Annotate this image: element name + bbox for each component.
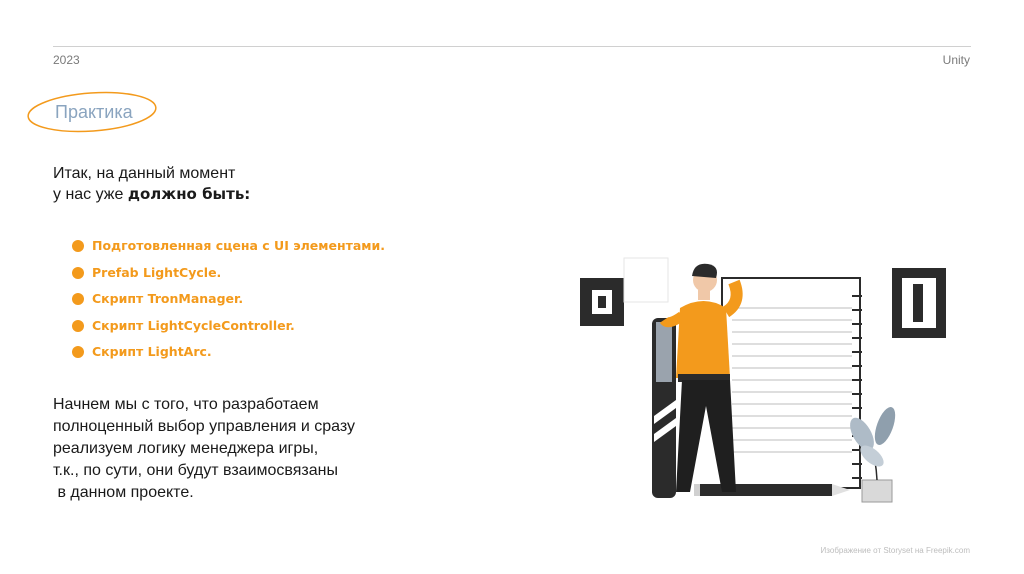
intro-line-2-bold: должно быть: [127,185,251,203]
paragraph-line: реализуем логику менеджера игры, [53,440,319,457]
list-item [72,316,385,343]
paragraph-line: т.к., по сути, они будут взаимосвязаны [53,462,338,479]
bullet-dot-icon [72,320,84,332]
brand-label: Unity [942,53,970,67]
description-paragraph [53,394,355,504]
bullet-dot-icon [72,267,84,279]
list-item-text: Prefab LightCycle. [92,264,222,280]
intro-line-1: Итак, на данный момент [53,165,236,182]
section-title: Практика [55,102,133,122]
image-credit: Изображение от Storyset на Freepik.com [820,546,970,555]
intro-text [53,163,250,205]
list-item [72,342,385,369]
person-thinking-notebook-illustration [580,256,970,511]
bullet-dot-icon [72,346,84,358]
list-item-text: Скрипт LightCycleController. [92,317,295,333]
list-item-text: Подготовленная сцена с UI элементами. [92,238,385,253]
paragraph-line: Начнем мы с того, что разработаем [53,396,319,413]
paragraph-line: полноценный выбор управления и сразу [53,418,355,435]
bullet-dot-icon [72,293,84,305]
list-item [72,263,385,290]
list-item [72,236,385,263]
intro-line-2-prefix: у нас уже [53,186,128,203]
list-item-text: Скрипт TronManager. [92,291,244,306]
year-label: 2023 [53,53,80,67]
paragraph-line: в данном проекте. [53,484,194,501]
list-item-text: Скрипт LightArc. [92,344,212,359]
header-divider [53,46,971,47]
bullet-dot-icon [72,240,84,252]
section-header [26,90,160,134]
intro-line-2 [53,184,250,205]
list-item [72,289,385,316]
bullet-list [72,236,385,369]
